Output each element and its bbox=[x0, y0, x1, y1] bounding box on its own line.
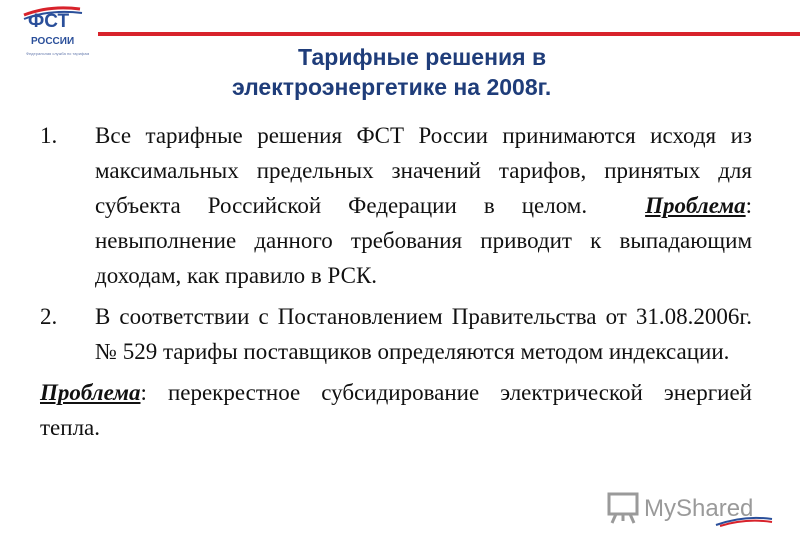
myshared-watermark bbox=[606, 491, 776, 527]
list-item-text: В соответствии с Постановлением Правительства от 31.08.2006г. № 529 тарифы поставщиков определяются методом индексации. bbox=[95, 304, 752, 364]
list-item bbox=[40, 118, 752, 293]
problem-text: : перекрестное субсидирование электрической энергией тепла. bbox=[40, 380, 752, 440]
list-item-number: 2. bbox=[40, 304, 58, 329]
item1-problem-label: Проблема bbox=[645, 193, 746, 218]
logo-abbr: ФСТ bbox=[28, 11, 70, 32]
watermark-text: MyShared bbox=[644, 495, 754, 522]
list-item-text bbox=[95, 118, 752, 293]
logo-subtitle: Федеральная служба по тарифам bbox=[26, 51, 90, 56]
list-item-number: 1. bbox=[40, 123, 58, 148]
list-item bbox=[40, 299, 752, 369]
watermark-swoosh-icon bbox=[714, 515, 774, 527]
logo-country: РОССИИ bbox=[31, 36, 75, 47]
slide-title-line1: Тарифные решения в bbox=[298, 44, 547, 70]
slide-body bbox=[40, 118, 752, 445]
item1-text-a: Все тарифные решения ФСТ России принимаются исходя из максимальных предельных значений тарифов, принятых для субъекта Российской Федерации в целом. bbox=[95, 123, 752, 218]
item1-text-b: : невыполнение данного требования приводит к выпадающим доходам, как правило в РСК. bbox=[95, 193, 752, 288]
fst-logo bbox=[20, 5, 98, 63]
problem-label: Проблема bbox=[40, 380, 141, 405]
problem-paragraph bbox=[40, 375, 752, 445]
presentation-board-icon bbox=[606, 491, 640, 525]
slide-title-line2: электроэнергетике на 2008г. bbox=[232, 74, 552, 100]
header-red-line bbox=[98, 32, 800, 36]
